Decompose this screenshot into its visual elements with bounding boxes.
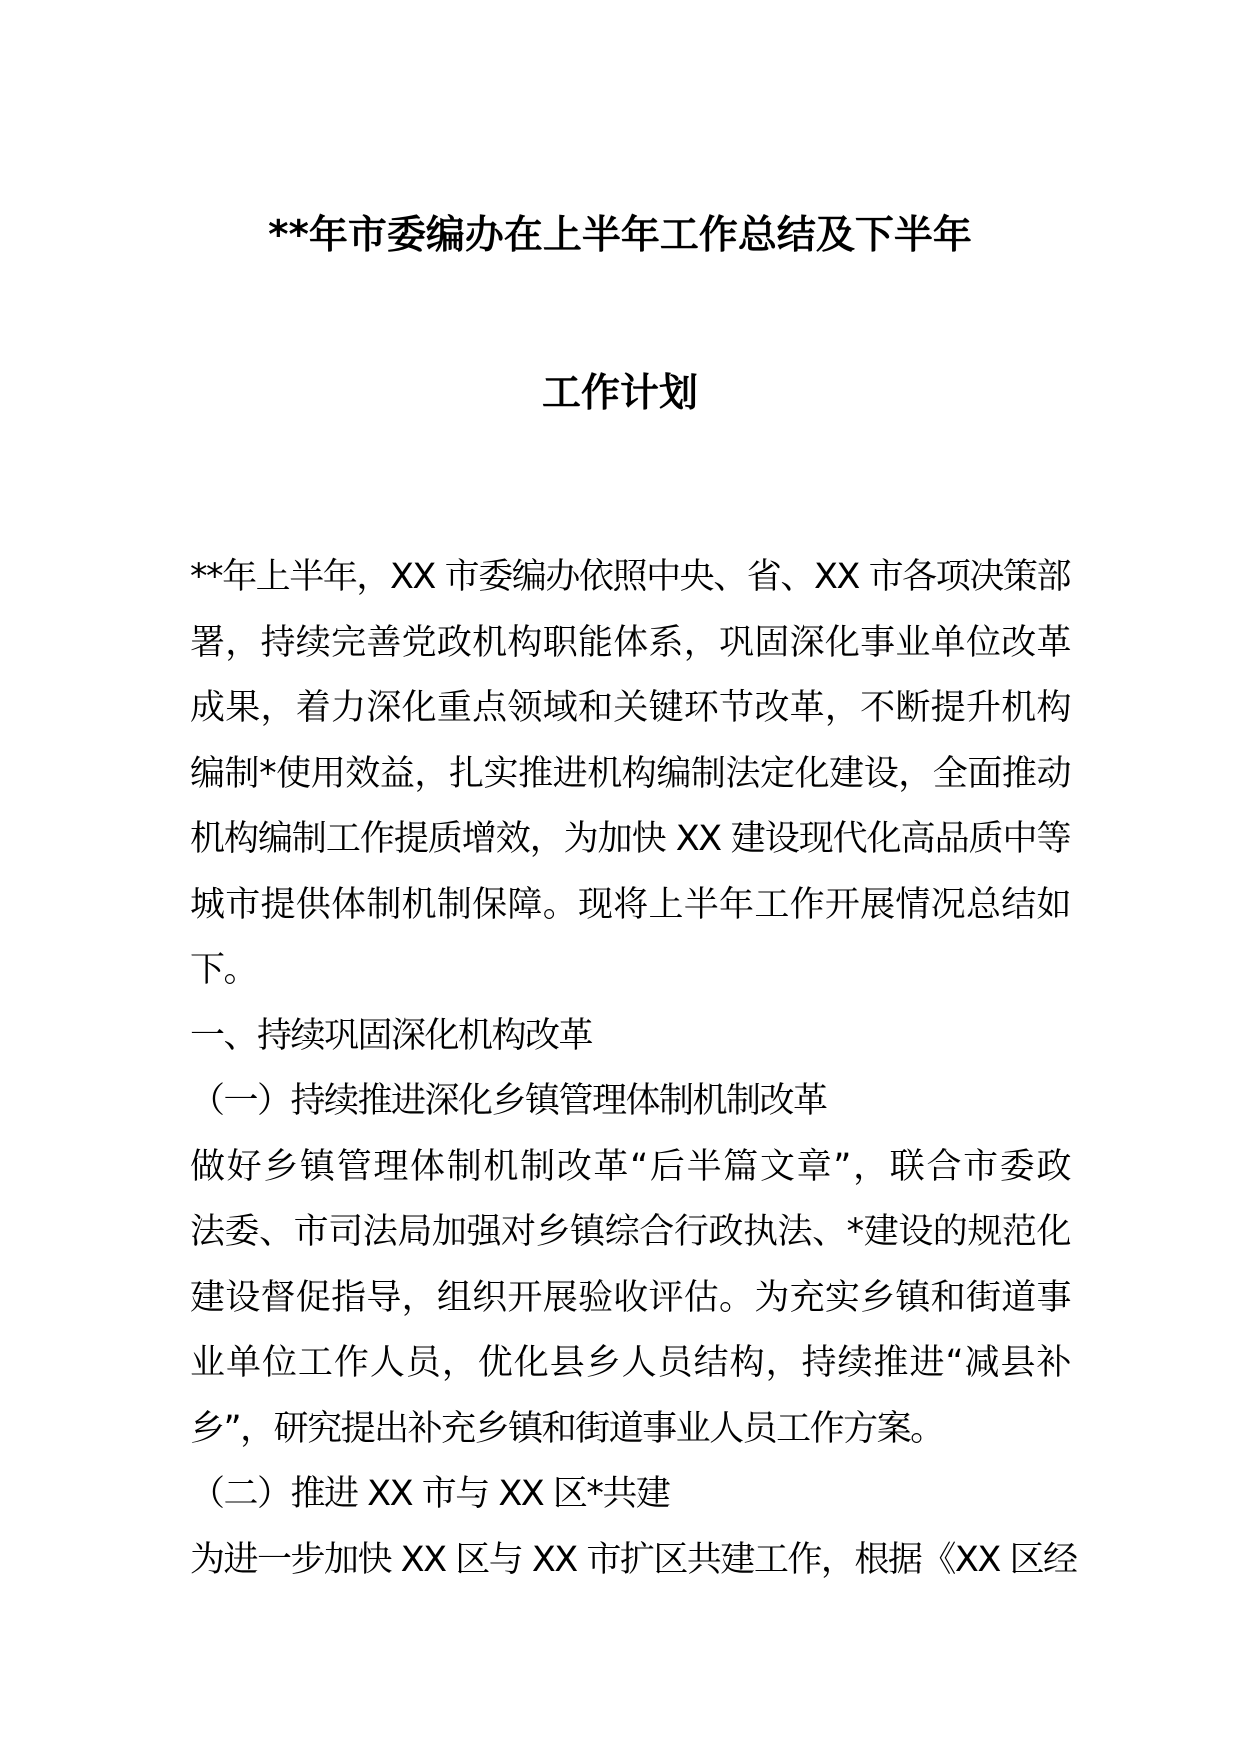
paragraph-line: 乡”，研究提出补充乡镇和街道事业人员工作方案。 [190,1408,944,1449]
paragraph-line: 机构编制工作提质增效，为加快 XX 建设现代化高品质中等 [190,819,1070,859]
document-body [190,545,1077,1593]
paragraph-line: 做好乡镇管理体制机制改革“后半篇文章”，联合市委政 [190,1146,1070,1187]
paragraph-line: 成果，着力深化重点领域和关键环节改革，不断提升机构 [190,688,1070,728]
paragraph-line: （二）推进 XX 市与 XX 区*共建 [190,1474,670,1514]
paragraph-line: 署，持续完善党政机构职能体系，巩固深化事业单位改革 [190,622,1070,663]
paragraph-line: 法委、市司法局加强对乡镇综合行政执法、*建设的规范化 [190,1212,1070,1252]
document-title-line-2: 工作计划 [541,371,698,416]
paragraph-line: 编制*使用效益，扎实推进机构编制法定化建设，全面推动 [190,753,1070,794]
paragraph-line: 为进一步加快 XX 区与 XX 市扩区共建工作，根据《XX 区经 [190,1539,1077,1580]
paragraph-line: 下。 [190,950,258,990]
paragraph-line: 一、持续巩固深化机构改革 [190,1015,593,1056]
paragraph-line: **年上半年，XX 市委编办依照中央、省、XX 市各项决策部 [190,557,1070,597]
paragraph-line: （一）持续推进深化乡镇管理体制机制改革 [190,1081,827,1121]
paragraph-line: 城市提供体制机制保障。现将上半年工作开展情况总结如 [190,884,1070,925]
paragraph-line: 业单位工作人员，优化县乡人员结构，持续推进“减县补 [190,1343,1070,1383]
document-title-line-1: **年市委编办在上半年工作总结及下半年 [268,213,972,258]
paragraph-line: 建设督促指导，组织开展验收评估。为充实乡镇和街道事 [190,1277,1070,1318]
